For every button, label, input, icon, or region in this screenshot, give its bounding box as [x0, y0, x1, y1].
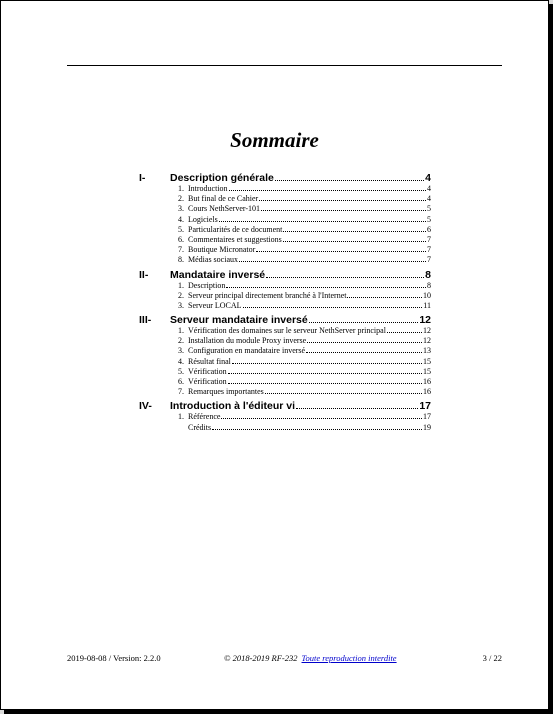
- toc-leader-dots: [228, 383, 422, 384]
- toc-leader-dots: [307, 342, 422, 343]
- toc-entry-title[interactable]: Particularités de ce document: [188, 224, 283, 234]
- toc-section-number: IV-: [139, 400, 152, 413]
- toc-leader-dots: [219, 221, 426, 222]
- toc-leader-dots: [275, 180, 424, 181]
- toc-entry-title[interactable]: Vérification des domaines sur le serveur NethServer principal: [188, 326, 386, 336]
- toc-section-title[interactable]: Mandataire inversé: [170, 268, 266, 281]
- toc-entry-row[interactable]: [188, 357, 431, 367]
- toc-leader-dots: [283, 231, 426, 232]
- toc-entry-title[interactable]: Commentaires et suggestions: [188, 234, 282, 244]
- footer-date-version: 2019-08-08 / Version: 2.2.0: [67, 653, 161, 663]
- toc-entry-row[interactable]: [188, 281, 431, 291]
- toc-entry-row[interactable]: [188, 377, 431, 387]
- toc-section-row[interactable]: [170, 400, 431, 412]
- toc-entry-number: 6.: [178, 377, 184, 386]
- toc-entry-title[interactable]: Résultat final: [188, 356, 231, 366]
- toc-entry-page: 8: [427, 280, 431, 290]
- toc-entry[interactable]: [139, 423, 431, 433]
- toc-leader-dots: [239, 261, 426, 262]
- toc-section[interactable]: [139, 314, 431, 326]
- toc-entry-page: 6: [427, 224, 431, 234]
- toc-entry[interactable]: [139, 255, 431, 265]
- toc-entry-row[interactable]: [188, 336, 431, 346]
- toc-entry-title[interactable]: Serveur LOCAL: [188, 300, 242, 310]
- footer-link[interactable]: Toute reproduction interdite: [301, 653, 397, 663]
- toc-leader-dots: [296, 408, 418, 409]
- toc-entry-title[interactable]: Cours NethServer-101: [188, 204, 261, 214]
- toc-entry[interactable]: [139, 204, 431, 214]
- toc-entry-page: 7: [427, 245, 431, 255]
- toc-entry-page: 17: [423, 412, 431, 422]
- toc-entry-number: 5.: [178, 224, 184, 234]
- toc-entry-title[interactable]: Boutique Micronator: [188, 245, 256, 255]
- toc-leader-dots: [309, 322, 419, 323]
- toc-entry-number: 2.: [178, 290, 184, 300]
- toc-entry-page: 11: [423, 300, 431, 310]
- toc-entry-title[interactable]: Logiciels: [188, 214, 218, 224]
- page-title: Sommaire: [230, 128, 319, 152]
- toc-leader-dots: [306, 352, 422, 353]
- toc-entry[interactable]: [139, 301, 431, 311]
- toc-section-title[interactable]: Introduction à l'éditeur vi: [170, 400, 296, 413]
- toc-entry-number: 1.: [178, 280, 184, 290]
- toc-section-number: II-: [139, 268, 149, 281]
- toc-section[interactable]: [139, 172, 431, 184]
- toc-leader-dots: [259, 200, 426, 201]
- toc-leader-dots: [261, 210, 426, 211]
- toc-leader-dots: [283, 241, 426, 242]
- toc-entry-page: 4: [427, 194, 431, 204]
- toc-section-row[interactable]: [170, 269, 431, 281]
- toc-entry-number: 3.: [178, 300, 184, 310]
- toc-entry-row[interactable]: [188, 235, 431, 245]
- footer-copyright: © 2018-2019 RF-232: [224, 653, 298, 663]
- toc-entry-title[interactable]: Configuration en mandataire inversé: [188, 346, 306, 356]
- toc-entry-row[interactable]: [188, 255, 431, 265]
- toc-entry-row[interactable]: [188, 245, 431, 255]
- toc-entry-title[interactable]: Crédits: [188, 422, 212, 432]
- footer-page-number: 3 / 22: [482, 653, 502, 663]
- toc-entry-row[interactable]: [188, 367, 431, 377]
- toc-leader-dots: [256, 251, 426, 252]
- toc-entry-number: 4.: [178, 214, 184, 224]
- toc-entry-number: 4.: [178, 356, 184, 366]
- toc-section-title[interactable]: Description générale: [170, 172, 274, 184]
- toc-entry-number: 7.: [178, 245, 184, 255]
- toc-entry[interactable]: [139, 245, 431, 255]
- toc-entry-row[interactable]: [188, 423, 431, 433]
- toc-entry-page: 19: [423, 422, 431, 432]
- toc-entry-number: 7.: [178, 387, 184, 397]
- toc-leader-dots: [266, 277, 424, 278]
- table-of-contents: [139, 172, 431, 433]
- toc-entry-title[interactable]: Vérification: [188, 377, 227, 386]
- toc-leader-dots: [232, 363, 422, 364]
- toc-entry-row[interactable]: [188, 412, 431, 422]
- toc-section-page: 17: [419, 400, 431, 413]
- toc-entry-page: 16: [423, 377, 431, 386]
- toc-entry[interactable]: [139, 377, 431, 387]
- toc-entry[interactable]: [139, 346, 431, 356]
- toc-leader-dots: [212, 429, 422, 430]
- toc-entry[interactable]: [139, 225, 431, 235]
- toc-entry-page: 15: [423, 356, 431, 366]
- toc-entry[interactable]: [139, 387, 431, 397]
- toc-leader-dots: [229, 190, 426, 191]
- toc-entry-title[interactable]: Description: [188, 280, 226, 290]
- toc-entry[interactable]: [139, 367, 431, 377]
- toc-entry-row[interactable]: [188, 194, 431, 204]
- toc-section-number: III-: [139, 314, 152, 327]
- toc-entry-row[interactable]: [188, 204, 431, 214]
- toc-entry-row[interactable]: [188, 301, 431, 311]
- toc-entry-number: 3.: [178, 204, 184, 214]
- toc-leader-dots: [228, 373, 422, 374]
- toc-entry-number: 5.: [178, 366, 184, 376]
- toc-entry-page: 5: [427, 204, 431, 214]
- toc-entry[interactable]: [139, 184, 431, 194]
- toc-section-page: 8: [425, 268, 431, 281]
- toc-entry-page: 16: [423, 387, 431, 397]
- toc-section-page: 12: [419, 314, 431, 327]
- toc-entry-page: 12: [423, 326, 431, 336]
- toc-entry-page: 15: [423, 366, 431, 376]
- header-rule: [67, 65, 502, 66]
- toc-leader-dots: [221, 418, 422, 419]
- toc-entry-number: 6.: [178, 234, 184, 244]
- toc-leader-dots: [265, 393, 422, 394]
- toc-entry[interactable]: [139, 194, 431, 204]
- toc-section-row[interactable]: [170, 172, 431, 184]
- toc-entry-page: 7: [427, 234, 431, 244]
- toc-entry-page: 4: [427, 184, 431, 193]
- toc-entry-row[interactable]: [188, 346, 431, 356]
- toc-section-title[interactable]: Serveur mandataire inversé: [170, 314, 308, 327]
- toc-leader-dots: [243, 307, 423, 308]
- footer-copyright-block: [224, 652, 397, 664]
- toc-entry[interactable]: [139, 291, 431, 301]
- toc-leader-dots: [226, 287, 426, 288]
- toc-entry-row[interactable]: [188, 326, 431, 336]
- toc-entry-row[interactable]: [188, 225, 431, 235]
- toc-entry-number: 8.: [178, 255, 184, 265]
- toc-entry-number: 2.: [178, 194, 184, 204]
- toc-entry-number: 3.: [178, 346, 184, 356]
- toc-entry[interactable]: [139, 235, 431, 245]
- toc-entry-title[interactable]: Serveur principal directement branché à l'Internet: [188, 290, 347, 300]
- toc-entry-row[interactable]: [188, 215, 431, 225]
- toc-entry-title[interactable]: Introduction: [188, 184, 228, 193]
- toc-entry[interactable]: [139, 336, 431, 346]
- toc-entry-title[interactable]: Remarques importantes: [188, 387, 264, 397]
- toc-entry-title[interactable]: But final de ce Cahier: [188, 194, 259, 204]
- toc-entry-row[interactable]: [188, 184, 431, 194]
- toc-entry-row[interactable]: [188, 387, 431, 397]
- toc-entry[interactable]: [139, 357, 431, 367]
- toc-entry-title[interactable]: Référence: [188, 412, 221, 422]
- toc-entry-page: 13: [423, 346, 431, 356]
- toc-entry-title[interactable]: Vérification: [188, 366, 227, 376]
- toc-entry-number: 1.: [178, 412, 184, 422]
- toc-section-number: I-: [139, 172, 146, 184]
- toc-entry-page: 5: [427, 214, 431, 224]
- toc-entry-page: 12: [423, 336, 431, 346]
- toc-section-row[interactable]: [170, 314, 431, 326]
- toc-entry[interactable]: [139, 412, 431, 422]
- toc-leader-dots: [347, 297, 422, 298]
- toc-section-page: 4: [425, 172, 431, 184]
- toc-entry-page: 10: [423, 290, 431, 300]
- toc-entry-number: 1.: [178, 326, 184, 336]
- toc-entry-row[interactable]: [188, 291, 431, 301]
- toc-entry-page: 7: [427, 255, 431, 265]
- toc-entry[interactable]: [139, 281, 431, 291]
- toc-entry-number: 2.: [178, 336, 184, 346]
- toc-entry-number: 1.: [178, 184, 184, 193]
- page-footer: [67, 652, 502, 664]
- toc-entry[interactable]: [139, 215, 431, 225]
- toc-entry[interactable]: [139, 326, 431, 336]
- toc-entry-title[interactable]: Médias sociaux: [188, 255, 238, 265]
- toc-section[interactable]: [139, 269, 431, 281]
- toc-leader-dots: [387, 332, 422, 333]
- toc-entry-title[interactable]: Installation du module Proxy inverse: [188, 336, 307, 346]
- toc-section[interactable]: [139, 400, 431, 412]
